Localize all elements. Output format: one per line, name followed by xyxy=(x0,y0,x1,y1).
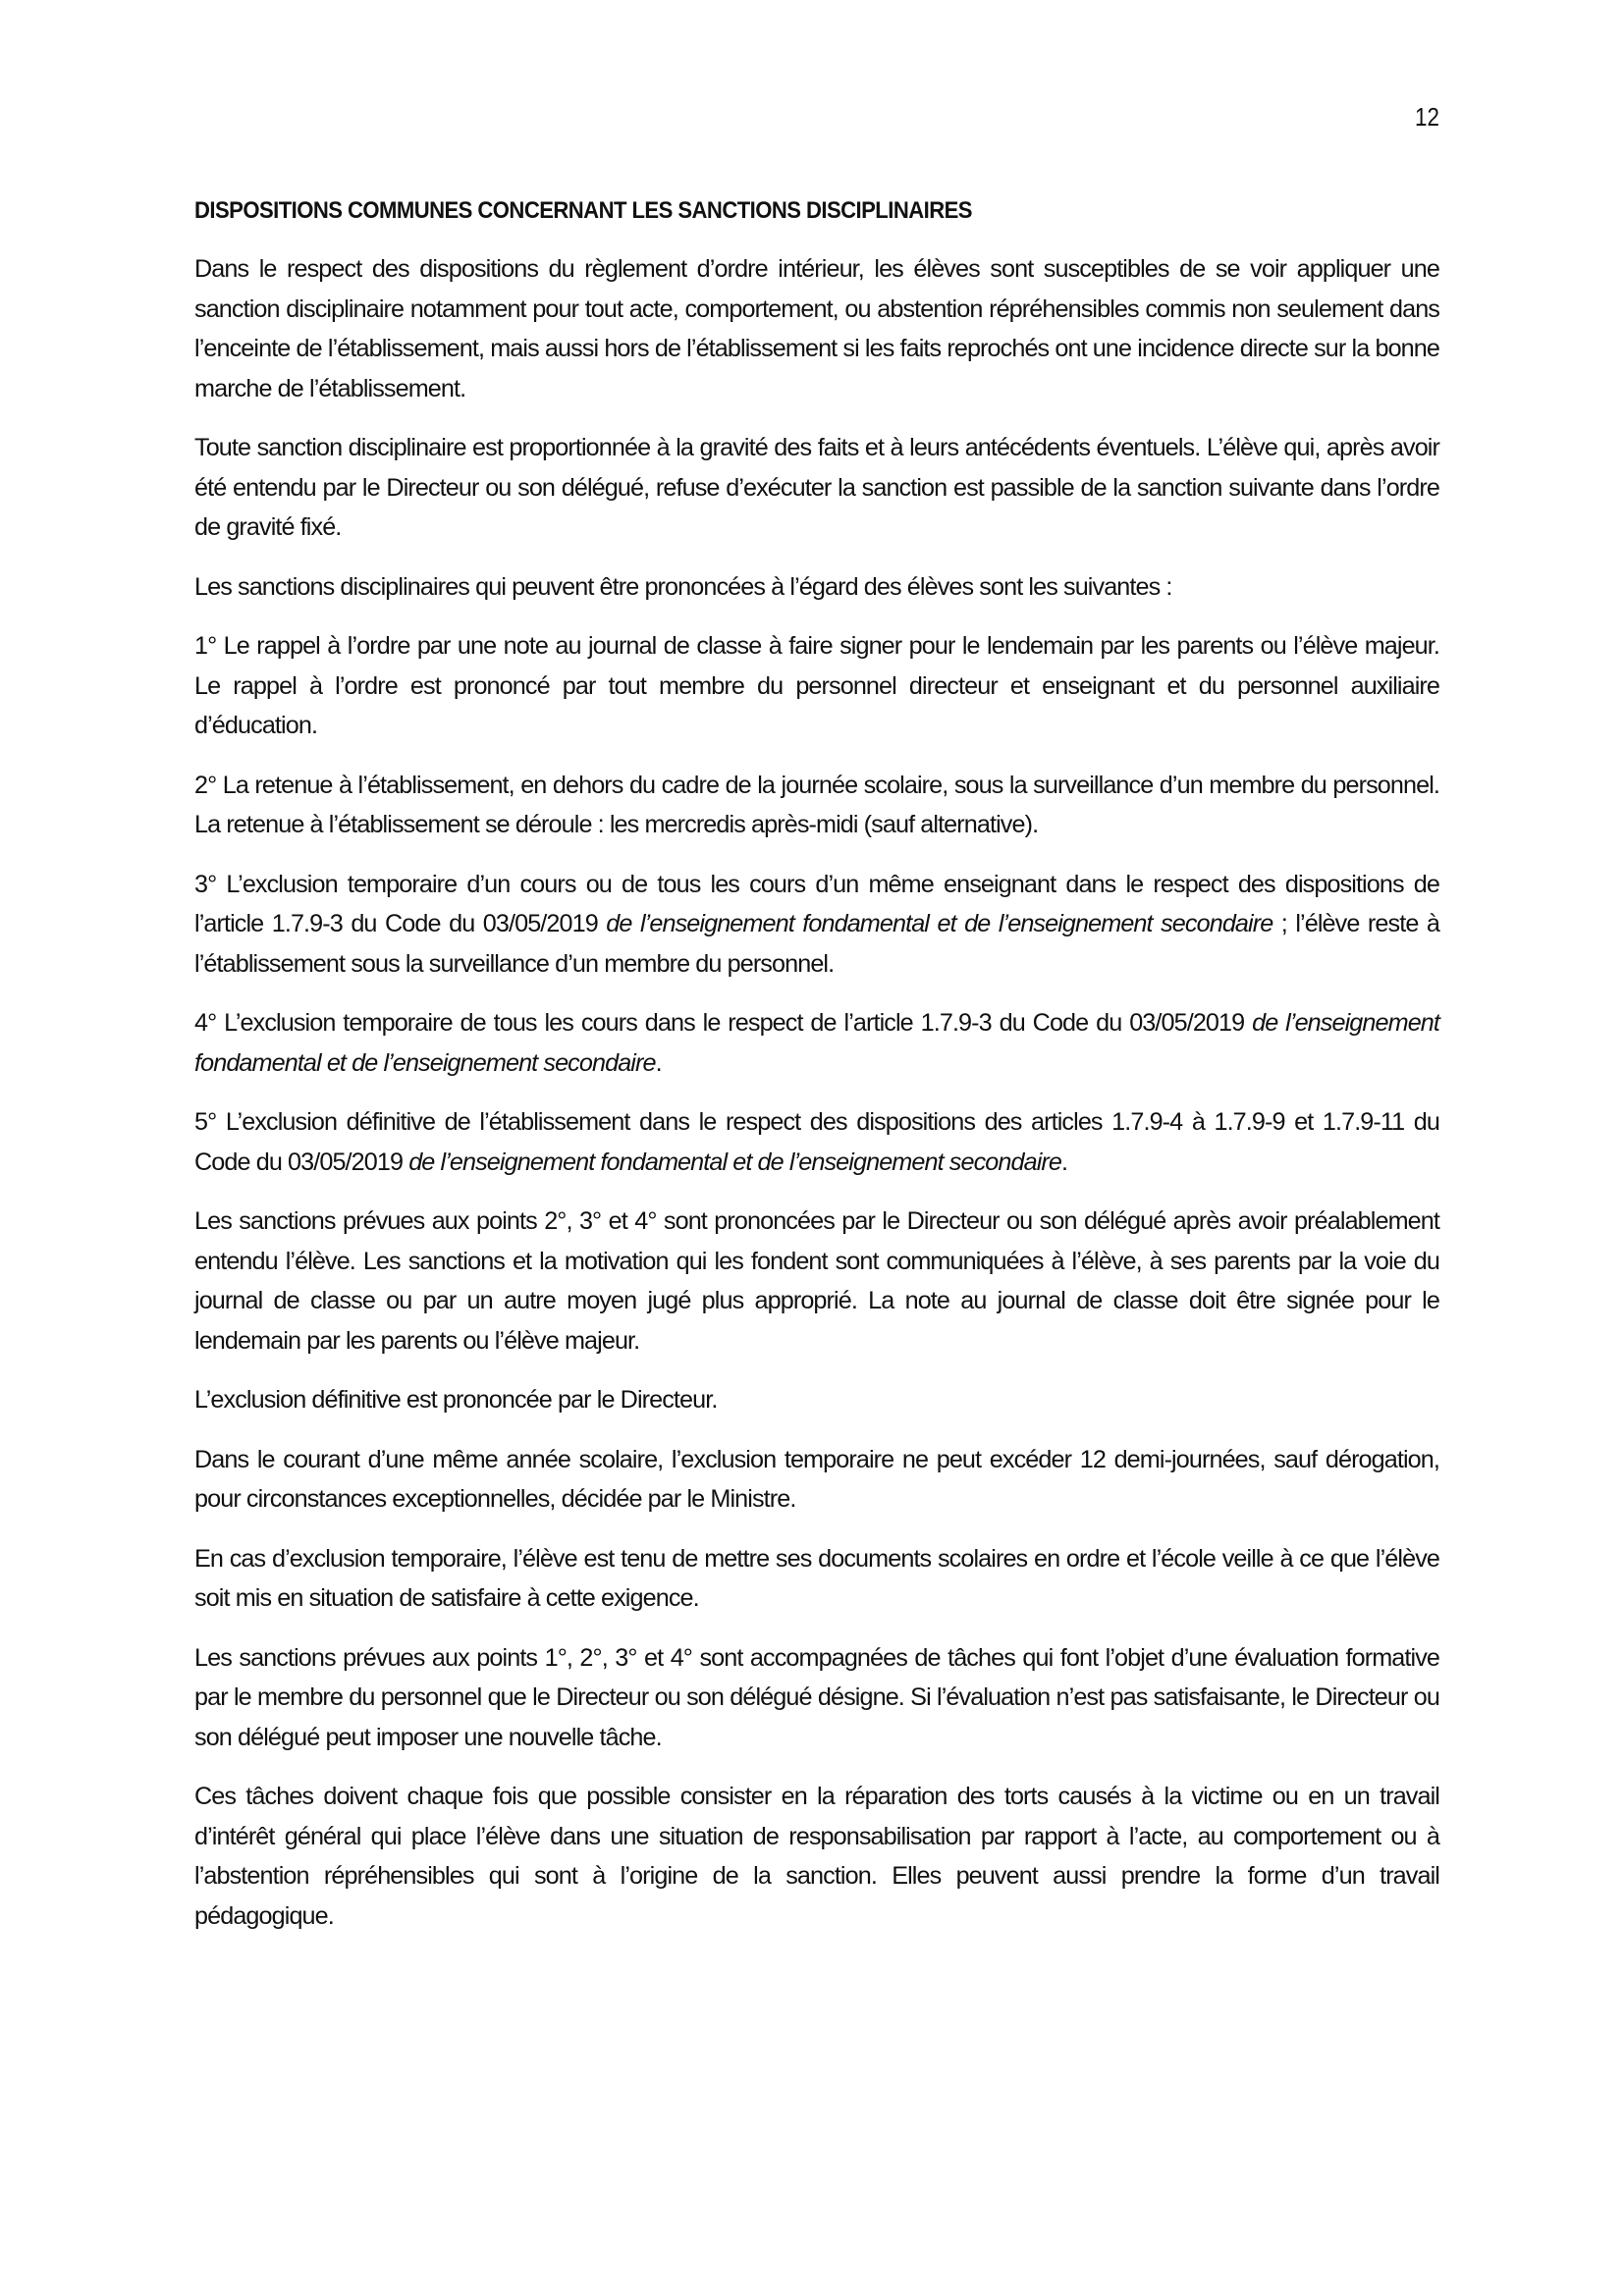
paragraph-intro: Dans le respect des dispositions du règlement d’ordre intérieur, les élèves sont susceptibles de se voir appliquer une sanction disciplinaire notamment pour tout acte, comportement, ou abstention répréhensibles commis non seulement dans l’enceinte de l’établissement, mais aussi hors de l’établissement si les faits reprochés ont une incidence directe sur la bonne marche de l’établissement. xyxy=(194,255,1439,402)
sanction-item-3 xyxy=(194,865,1439,985)
paragraph-documents-order: En cas d’exclusion temporaire, l’élève est tenu de mettre ses documents scolaires en ordre et l’école veille à ce que l’élève soit mis en situation de satisfaire à cette exigence. xyxy=(194,1544,1439,1612)
sanction-item-5-code-title: de l’enseignement fondamental et de l’enseignement secondaire xyxy=(408,1148,1062,1176)
sanction-item-4-text: 4° L’exclusion temporaire de tous les cours dans le respect de l’article 1.7.9-3 du Code du 03/05/2019 xyxy=(194,1009,1253,1037)
page-number: 12 xyxy=(1415,102,1439,132)
document-body xyxy=(194,196,1439,1955)
paragraph-proportionality: Toute sanction disciplinaire est proportionnée à la gravité des faits et à leurs antécédents éventuels. L’élève qui, après avoir été entendu par le Directeur ou son délégué, refuse d’exécuter la sanction est passible de la sanction suivante dans l’ordre de gravité fixé. xyxy=(194,434,1439,541)
sanction-item-5-text: 5° L’exclusion définitive de l’établissement dans le respect des dispositions des articles 1.7.9-4 à 1.7.9-9 et 1.7.9-11 du Code du 03/05/2019 xyxy=(194,1108,1439,1176)
paragraph-exclusion-limit: Dans le courant d’une même année scolaire, l’exclusion temporaire ne peut excéder 12 demi-journées, sauf dérogation, pour circonstances exceptionnelles, décidée par le Ministre. xyxy=(194,1445,1439,1513)
sanction-item-3-code-title: de l’enseignement fondamental et de l’enseignement secondaire xyxy=(606,910,1273,937)
sanction-item-4-code-title: de l’enseignement fondamental et de l’enseignement secondaire xyxy=(194,1009,1440,1077)
paragraph-definitive-exclusion: L’exclusion définitive est prononcée par le Directeur. xyxy=(194,1386,718,1414)
sanction-item-2: 2° La retenue à l’établissement, en dehors du cadre de la journée scolaire, sous la surveillance d’un membre du personnel. La retenue à l’établissement se déroule : les mercredis après-midi (sauf alternative). xyxy=(194,771,1439,838)
sanction-item-5-text-end: . xyxy=(1061,1148,1068,1176)
sanction-item-5 xyxy=(194,1102,1439,1182)
sanction-item-4-text-end: . xyxy=(655,1048,662,1077)
paragraph-procedure: Les sanctions prévues aux points 2°, 3° et 4° sont prononcées par le Directeur ou son délégué après avoir préalablement entendu l’élève. Les sanctions et la motivation qui les fondent sont communiquées à l’élève, à ses parents par la voie du journal de classe ou par un autre moyen jugé plus approprié. La note au journal de classe doit être signée pour le lendemain par les parents ou l’élève majeur. xyxy=(194,1207,1439,1355)
sanction-item-3-text-end: ; l’élève reste à l’établissement sous la surveillance d’un membre du personnel. xyxy=(194,910,1439,978)
paragraph-tasks-evaluation: Les sanctions prévues aux points 1°, 2°, 3° et 4° sont accompagnées de tâches qui font l’objet d’une évaluation formative par le membre du personnel que le Directeur ou son délégué désigne. Si l’évaluation n’est pas satisfaisante, le Directeur ou son délégué peut imposer une nouvelle tâche. xyxy=(194,1643,1439,1751)
sanction-item-1: 1° Le rappel à l’ordre par une note au journal de classe à faire signer pour le lendemain par les parents ou l’élève majeur. Le rappel à l’ordre est prononcé par tout membre du personnel directeur et enseignant et du personnel auxiliaire d’éducation. xyxy=(194,632,1439,739)
paragraph-tasks-nature: Ces tâches doivent chaque fois que possible consister en la réparation des torts causés à la victime ou en un travail d’intérêt général qui place l’élève dans une situation de responsabilisation par rapport à l’acte, au comportement ou à l’abstention répréhensibles qui sont à l’origine de la sanction. Elles peuvent aussi prendre la forme d’un travail pédagogique. xyxy=(194,1783,1439,1930)
paragraph-sanctions-list-intro: Les sanctions disciplinaires qui peuvent être prononcées à l’égard des élèves sont les suivantes : xyxy=(194,572,1172,601)
sanction-item-4 xyxy=(194,1003,1439,1083)
sanction-item-3-text: 3° L’exclusion temporaire d’un cours ou de tous les cours d’un même enseignant dans le respect des dispositions de l’article 1.7.9-3 du Code du 03/05/2019 xyxy=(194,870,1439,937)
section-heading: DISPOSITIONS COMMUNES CONCERNANT LES SANCTIONS DISCIPLINAIRES xyxy=(194,197,972,224)
